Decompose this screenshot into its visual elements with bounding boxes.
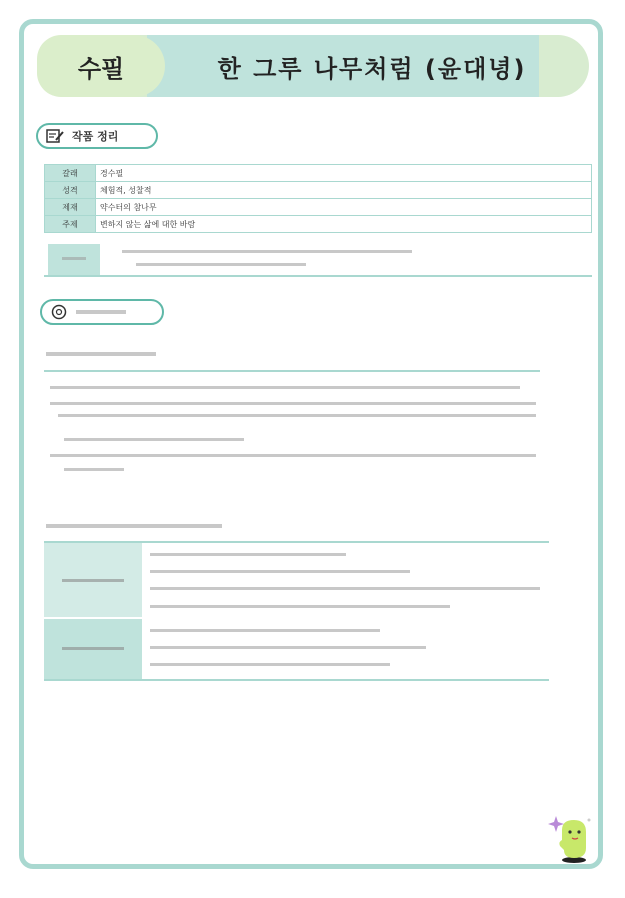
illegible-text [62,579,124,582]
illegible-text [150,605,450,608]
illegible-comparison-table [44,541,549,681]
illegible-text [122,250,412,253]
illegible-row-label [48,244,100,275]
illegible-text [150,629,380,632]
illegible-text [150,663,390,666]
pencil-note-icon [46,128,64,144]
illegible-text [58,414,536,417]
mascot-icon [548,812,594,864]
illegible-row [44,244,592,277]
illegible-text [64,438,244,441]
illegible-text [150,646,426,649]
section-pill-summary [36,123,158,149]
row-value: 경수필 [96,165,592,182]
section-pill-2 [40,299,164,325]
illegible-text [64,468,124,471]
illegible-text [50,454,536,457]
illegible-text [50,386,520,389]
illegible-text [150,570,410,573]
illegible-text [62,647,124,650]
row-label: 주제 [45,216,96,233]
row-label: 제재 [45,199,96,216]
illegible-text [76,310,126,314]
header-banner [37,35,589,97]
illegible-passage [44,370,540,490]
summary-table [44,164,592,233]
table-row [45,165,592,182]
illegible-text [62,257,86,260]
row-label: 갈래 [45,165,96,182]
row-value: 약수터의 참나무 [96,199,592,216]
row-label: 성격 [45,182,96,199]
section-summary-label: 작품 정리 [72,130,119,143]
row-value: 변하지 않는 삶에 대한 바람 [96,216,592,233]
table-row [45,199,592,216]
illegible-row-label [44,619,142,679]
genre-label: 수필 [77,54,125,83]
row-value: 체험적, 성찰적 [96,182,592,199]
page-title: 한 그루 나무처럼 (윤대녕) [217,54,527,83]
illegible-text [46,524,222,528]
illegible-text [46,352,156,356]
illegible-text [150,553,346,556]
illegible-row-label [44,543,142,617]
target-icon [50,304,68,320]
illegible-text [150,587,540,590]
illegible-text [50,402,536,405]
table-row [45,216,592,233]
illegible-text [136,263,306,266]
table-row [45,182,592,199]
